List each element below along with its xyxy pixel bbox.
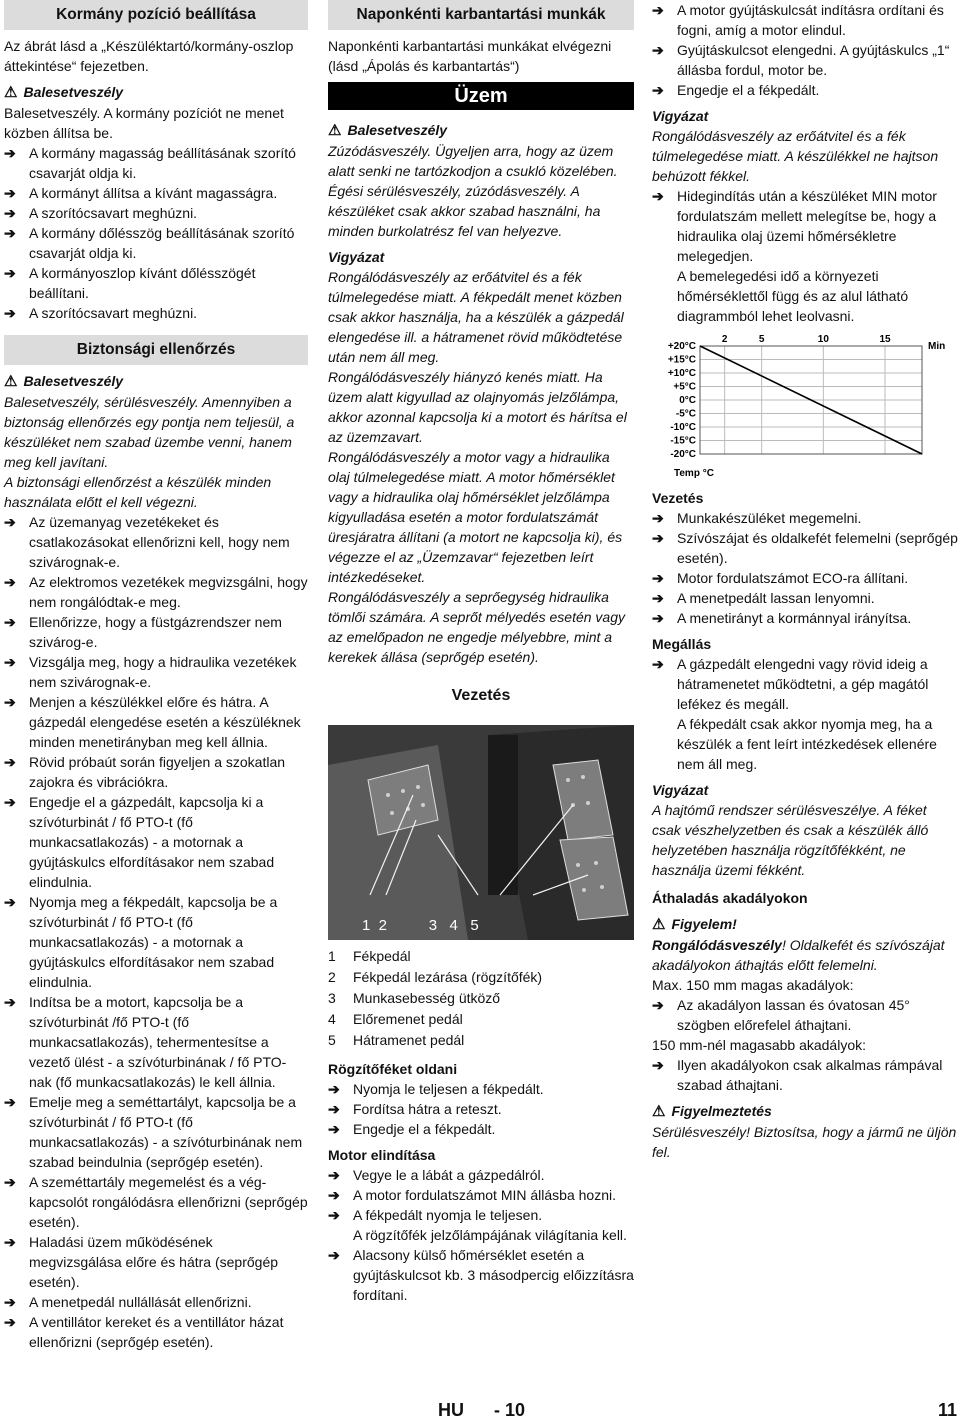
x-tick-label: 10 — [817, 334, 829, 345]
step-note: A fékpedált csak akkor nyomja meg, ha a készülék a fent leírt intézkedések ellenére nem áll meg. — [677, 716, 937, 772]
step: ➔ A ventillátor kereket és a ventillátor házat ellenőrizni (seprőgép esetén). — [4, 1312, 308, 1352]
y-tick-label: +15°C — [667, 354, 696, 366]
step: ➔ A kormány dőlésszög beállításának szorító csavarját oldja ki. — [4, 223, 308, 263]
warning-text: A biztonsági ellenőrzést a készülék minden használata előtt el kell végezni. — [4, 474, 272, 510]
step: ➔ A kormányt állítsa a kívánt magasságra. — [4, 183, 308, 203]
step: ➔ Ilyen akadályokon csak alkalmas rámpával szabad áthajtani. — [652, 1055, 958, 1095]
step: ➔ A szorítócsavart meghúzni. — [4, 303, 308, 323]
y-axis-label: Temp °C — [674, 468, 714, 479]
y-tick-label: -10°C — [670, 422, 696, 433]
legend-item: 4 Előremenet pedál — [328, 1011, 463, 1027]
section-title: Naponkénti karbantartási munkák — [328, 0, 634, 30]
step: ➔ Nyomja le teljesen a fékpedált. — [328, 1079, 634, 1099]
caution-heading: Vigyázat — [652, 108, 709, 124]
footer-lang: HU — [438, 1400, 464, 1420]
warning-icon: ⚠ — [4, 84, 18, 101]
step: ➔ Hidegindítás után a készüléket MIN motor fordulatszám mellett melegítse be, hogy a hidraulika olaj üzemi hőmérsékletre melegedjen. — [652, 186, 958, 266]
legend-item: 2 Fékpedál lezárása (rögzítőfék) — [328, 969, 543, 985]
max-height-text: Max. 150 mm magas akadályok: — [652, 977, 854, 993]
section-title: Vezetés — [328, 681, 634, 711]
photo-numbers: 1 2 3 4 5 — [362, 917, 479, 934]
section-title: Biztonsági ellenőrzés — [4, 335, 308, 365]
caution-text: Rongálódásveszély hiányzó kenés miatt. Ha üzem alatt kigyullad az olajnyomás jelzőlámpa, akkor azonnal kapcsolja ki a motort és hárítsa el az üzemzavart. — [328, 369, 627, 445]
step: ➔ Vizsgálja meg, hogy a hidraulika vezetékek nem szivárognak-e. — [4, 652, 308, 692]
y-tick-label: -20°C — [670, 449, 696, 460]
step: ➔ A szorítócsavart meghúzni. — [4, 203, 308, 223]
caution-heading: Vigyázat — [328, 249, 385, 265]
step: ➔ Ellenőrizze, hogy a füstgázrendszer nem szivárog-e. — [4, 612, 308, 652]
warning-heading: ⚠ Balesetveszély — [4, 84, 124, 101]
step: ➔ Motor fordulatszámot ECO-ra állítani. — [652, 568, 958, 588]
section-title-black: Üzem — [328, 82, 634, 110]
step: ➔ A motor fordulatszámot MIN állásba hozni. — [328, 1185, 634, 1205]
step: ➔ Emelje meg a seméttartályt, kapcsolja be a szívóturbinát / fő PTO-t (fő munkacsatlakozás) - a szívóturbinának nem szabad beindulnia (seprőgép esetén). — [4, 1092, 308, 1172]
step: ➔ A kormány magasság beállításának szorító csavarját oldja ki. — [4, 143, 308, 183]
step: ➔ Munkakészüléket megemelni. — [652, 508, 958, 528]
warning-heading: ⚠ Figyelmeztetés — [652, 1103, 772, 1120]
step: ➔ Indítsa be a motort, kapcsolja be a szívóturbinát /fő PTO-t (fő munkacsatlakozás), tehermentesítse a vezető ülést - a szívóturbinának / fő PTO-nak (fő munkacsatlakozás) le kell állnia. — [4, 992, 308, 1092]
y-tick-label: +20°C — [667, 341, 696, 352]
steps-list — [328, 1079, 634, 1139]
warning-text: Égési sérülésveszély, zúzódásveszély. A készüléket csak akkor szabad használni, ha minden burkolatrész fel van helyezve. — [328, 183, 601, 239]
step: ➔ Engedje el a fékpedált. — [652, 80, 958, 100]
step: ➔ Az elektromos vezetékek megvizsgálni, hogy nem rongálódtak-e meg. — [4, 572, 308, 612]
step: ➔ Engedje el a gázpedált, kapcsolja ki a szívóturbinát / fő PTO-t (fő munkacsatlakozás) - a motornak a gyújtáskulcs elfordításakor nem szabad elindulnia. — [4, 792, 308, 892]
step: ➔ A motor gyújtáskulcsát indításra ordítani és fogni, amíg a motor elindul. — [652, 0, 958, 40]
step: ➔ A fékpedált nyomja le teljesen. — [328, 1205, 634, 1225]
caution-heading: Vigyázat — [652, 782, 709, 798]
step: ➔ Vegye le a lábát a gázpedálról. — [328, 1165, 634, 1185]
steps-list — [652, 654, 958, 774]
intro-text: Az ábrát lásd a „Készüléktartó/kormány-oszlop áttekintése“ fejezetben. — [4, 38, 294, 74]
legend-item: 3 Munkasebesség ütköző — [328, 990, 501, 1006]
warning-text: Balesetveszély. A kormány pozíciót ne menet közben állítsa be. — [4, 105, 284, 141]
legend-list — [328, 946, 634, 1051]
step: ➔ A kormányoszlop kívánt dőlésszögét beállítani. — [4, 263, 308, 303]
steps-list — [328, 1165, 634, 1305]
subheading: Vezetés — [652, 490, 704, 506]
steps-list — [652, 1055, 958, 1095]
x-tick-label: 5 — [758, 334, 765, 345]
step: ➔ Menjen a készülékkel előre és hátra. A gázpedál elengedése esetén a készüléknek minden menetirányban meg kell állnia. — [4, 692, 308, 752]
step: ➔ A menetpedált lassan lenyomni. — [652, 588, 958, 608]
step-note: A bemelegedési idő a környezeti hőmérséklettől függ és az alul látható diagrammból lehet leolvasni. — [677, 268, 909, 324]
warning-text: Zúzódásveszély. Ügyeljen arra, hogy az üzem alatt senki ne tartózkodjon a csukló közelében. — [328, 143, 618, 179]
warning-heading: ⚠ Balesetveszély — [4, 373, 124, 390]
step: ➔ Szívószájat és oldalkefét felemelni (seprőgép esetén). — [652, 528, 958, 568]
warning-icon: ⚠ — [4, 373, 18, 390]
over-height-text: 150 mm-nél magasabb akadályok: — [652, 1037, 867, 1053]
legend-item: 5 Hátramenet pedál — [328, 1032, 465, 1048]
steps-list — [652, 0, 958, 100]
subheading: Áthaladás akadályokon — [652, 890, 808, 906]
pedal-photo-drawing — [328, 725, 634, 940]
warmup-chart-svg — [652, 332, 958, 482]
x-tick-label: 15 — [879, 334, 891, 345]
step: ➔ A menetpedál nullállását ellenőrizni. — [4, 1292, 308, 1312]
y-tick-label: -5°C — [675, 408, 696, 420]
footer-page-number: 11 — [938, 1400, 958, 1420]
step: ➔ Engedje el a fékpedált. — [328, 1119, 634, 1139]
y-tick-label: +5°C — [673, 381, 696, 393]
caution-text: A hajtómű rendszer sérülésveszélye. A féket csak vészhelyzetben és csak a készülék álló helyzetében használja rögzítőfékként, ne használja üzemi fékként. — [652, 802, 929, 878]
warning-icon: ⚠ — [328, 122, 342, 139]
step: ➔ A szeméttartály megemelést és a vég-kapcsolót rongálódásra ellenőrizni (seprőgép esetén). — [4, 1172, 308, 1232]
step: ➔ Nyomja meg a fékpedált, kapcsolja be a szívóturbinát / fő PTO-t (fő munkacsatlakozás) - a motornak a gyújtáskulcs elfordításakor nem szabad elindulnia. — [4, 892, 308, 992]
steps-list — [652, 186, 958, 326]
intro-text: Naponkénti karbantartási munkákat elvégezni (lásd „Ápolás és karbantartás“) — [328, 38, 612, 74]
pedal-photo — [328, 725, 634, 940]
warmup-chart — [652, 332, 958, 482]
warning-icon: ⚠ — [652, 916, 666, 933]
steps-list — [652, 508, 958, 628]
column-right — [652, 0, 958, 1162]
caution-text: Rongálódásveszély a motor vagy a hidraulika olaj túlmelegedése miatt. A motor hőmérséklet vagy a hidraulika olaj hőmérséklet jelzőlámpa kigyulladása esetén a motor fordulatszámát üresjáratra állítani (a motort ne kapcsolja ki), és végezze el az „Üzemzavar“ fejezetben leírt intézkedéseket. — [328, 449, 623, 585]
footer-page-local: - 10 — [494, 1400, 526, 1420]
step: ➔ Az akadályon lassan és óvatosan 45° szögben előrefelel áthajtani. — [652, 995, 958, 1035]
subheading: Rögzítőféket oldani — [328, 1061, 458, 1077]
step: ➔ Haladási üzem működésének megvizsgálása előre és hátra (seprőgép esetén). — [4, 1232, 308, 1292]
section-title: Kormány pozíció beállítása — [4, 0, 308, 30]
column-left — [4, 0, 308, 1352]
warning-text: Balesetveszély, sérülésveszély. Amennyiben a biztonság ellenőrzés egy pontja nem teljesül, a készüléket nem szabad üzembe venni, hanem meg kell javítani. — [4, 394, 295, 470]
legend-item: 1 Fékpedál — [328, 948, 411, 964]
step: ➔ Fordítsa hátra a reteszt. — [328, 1099, 634, 1119]
step-note: A rögzítőfék jelzőlámpájának világítania kell. — [353, 1227, 627, 1243]
subheading: Motor elindítása — [328, 1147, 436, 1163]
step: ➔ A gázpedált elengedni vagy rövid ideig a hátramenetet működtetni, a gép magától lefékez és megáll. — [652, 654, 958, 714]
steps-list — [652, 995, 958, 1035]
steps-list — [4, 512, 308, 1352]
y-tick-label: 0°C — [679, 395, 696, 406]
attention-text: Rongálódásveszély! Oldalkefét és szívószájat akadályokon áthajtás előtt felemelni. — [652, 937, 945, 973]
warning-icon: ⚠ — [652, 1103, 666, 1120]
y-tick-label: +10°C — [667, 368, 696, 379]
warning-heading: ⚠ Balesetveszély — [328, 122, 448, 139]
x-tick-label: 2 — [721, 334, 728, 345]
caution-text: Rongálódásveszély az erőátvitel és a fék túlmelegedése miatt. A fékpedált menet közben csak akkor használja, ha a készülék a gázpedál elengedése ill. a hátramenet rövid működtetése után nem áll meg. — [328, 269, 624, 365]
caution-text: Rongálódásveszély a seprőegység hidraulika tömlői számára. A seprőt mélyedés esetén vagy az emelőpadon ne engedje mélyebbre, mint a kerekek állása (seprőgép esetén). — [328, 589, 625, 665]
attention-heading: ⚠ Figyelem! — [652, 916, 737, 933]
y-tick-label: -15°C — [670, 435, 696, 447]
step: ➔ Gyújtáskulcsot elengedni. A gyújtáskulcs „1“ állásba fordul, motor be. — [652, 40, 958, 80]
step: ➔ Rövid próbaút során figyeljen a szokatlan zajokra és vibrációkra. — [4, 752, 308, 792]
caution-text: Rongálódásveszély az erőátvitel és a fék túlmelegedése miatt. A készülékkel ne hajtson behúzott fékkel. — [652, 128, 939, 184]
step: ➔ A menetirányt a kormánnyal irányítsa. — [652, 608, 958, 628]
subheading: Megállás — [652, 636, 712, 652]
steps-list — [4, 143, 308, 323]
column-middle — [328, 0, 634, 1305]
step: ➔ Alacsony külső hőmérséklet esetén a gyújtáskulcsot kb. 3 másodpercig előizzításra fordítani. — [328, 1245, 634, 1305]
step: ➔ Az üzemanyag vezetékeket és csatlakozásokat ellenőrizni kell, hogy nem szivárognak-e. — [4, 512, 308, 572]
warning-text: Sérülésveszély! Biztosítsa, hogy a jármű ne üljön fel. — [652, 1124, 957, 1160]
x-axis-label: Min — [928, 341, 946, 352]
